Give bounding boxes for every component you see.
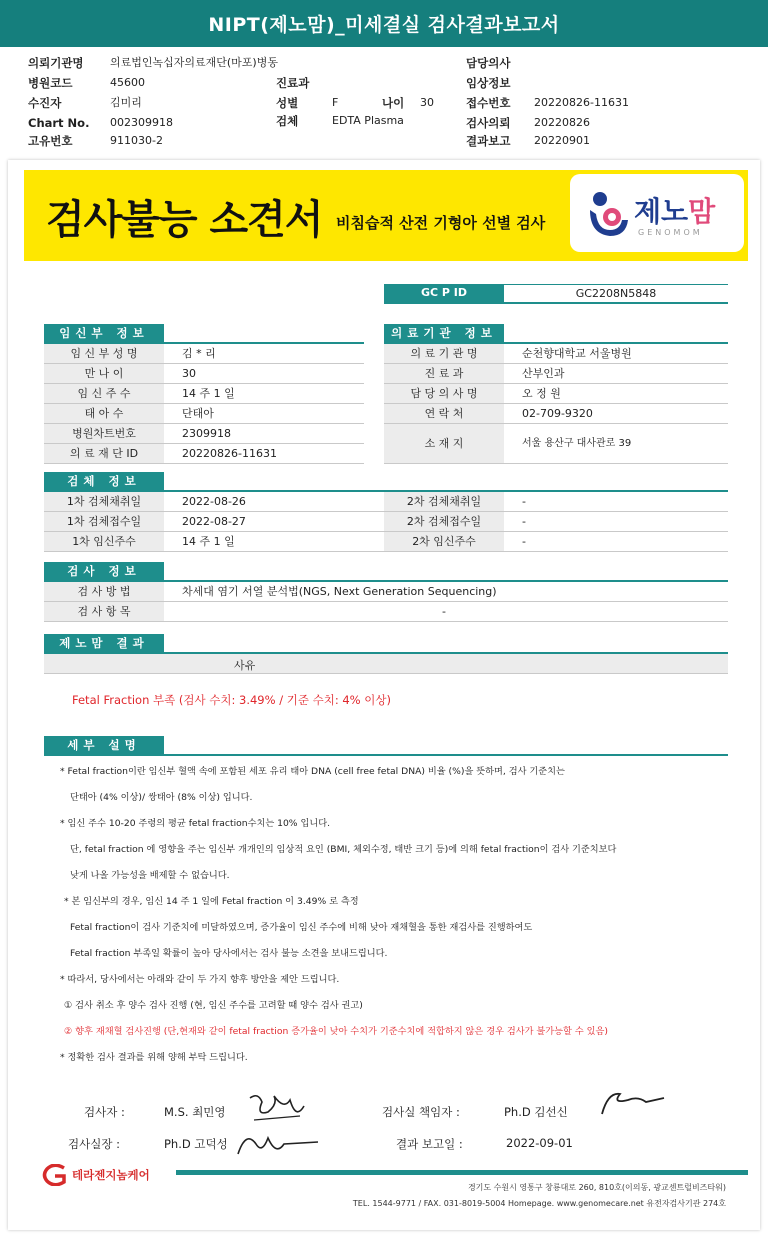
request-label: 검사의뢰 <box>466 116 511 130</box>
detail-line: * Fetal fraction이란 임신부 혈액 속에 포함된 세포 유리 태아 DNA (cell free fetal DNA) 비율 (%)을 뜻하며, 검사 기준치는 <box>60 766 565 777</box>
doctor-label: 담당의사 <box>466 56 511 70</box>
receipt-value: 20220826-11631 <box>534 96 629 109</box>
logo-korean-name: 제노맘 <box>634 195 716 228</box>
table-row: 만 나 이 30 <box>44 364 364 384</box>
receipt-label: 접수번호 <box>466 96 511 110</box>
footer-company: 테라젠지놈케어 <box>72 1168 150 1182</box>
institution-table <box>384 344 728 464</box>
table-row: 소 재 지 서울 용산구 대사관로 39 <box>384 424 728 464</box>
gcp-id-label: GC P ID <box>384 284 504 302</box>
table-row: 검 사 항 목 - <box>44 602 728 622</box>
age-label: 나이 <box>382 96 405 110</box>
report-date-value: 2022-09-01 <box>506 1136 573 1150</box>
chief-label: 검사실 책임자 : <box>382 1105 460 1119</box>
detail-heading-line <box>44 754 728 756</box>
lab-head-signature-icon <box>234 1124 324 1162</box>
header-info <box>0 50 768 154</box>
report-date-label: 결과 보고일 : <box>396 1137 463 1151</box>
detail-line: 단, fetal fraction 에 영향을 주는 임신부 개개인의 임상적 요인 (BMI, 체외수정, 태반 크기 등)에 의해 fetal fraction이 검사 기준치보다 <box>70 844 617 855</box>
logo-english-name: GENOMOM <box>638 228 703 237</box>
table-row: 임 신 부 성 명 김 * 리 <box>44 344 364 364</box>
footer-address: 경기도 수원시 영통구 창룡대로 260, 810호(이의동, 광교센트럴비즈타워) <box>467 1183 726 1192</box>
table-row: 담 당 의 사 명 오 정 원 <box>384 384 728 404</box>
result-heading: 제노맘 결과 <box>44 634 164 652</box>
table-row: 1차 검체채취일 2022-08-26 2차 검체채취일 - <box>44 492 728 512</box>
fetal-fraction-result: Fetal Fraction 부족 (검사 수치: 3.49% / 기준 수치: 4% 이상) <box>72 693 391 707</box>
chief-signature-icon <box>598 1088 668 1118</box>
table-row: 의 료 기 관 명 순천향대학교 서울병원 <box>384 344 728 364</box>
patient-label: 수진자 <box>28 96 62 110</box>
banner-subtitle: 비침습적 산전 기형아 선별 검사 <box>336 214 546 232</box>
chart-value: 002309918 <box>110 116 173 129</box>
table-row: 의 료 재 단 ID 20220826-11631 <box>44 444 364 464</box>
table-row: 임 신 주 수 14 주 1 일 <box>44 384 364 404</box>
test-heading: 검사 정보 <box>44 562 164 580</box>
detail-line: * 본 임신부의 경우, 임신 14 주 1 일에 Fetal fraction 이 3.49% 로 측정 <box>64 896 359 907</box>
request-value: 20220826 <box>534 116 590 129</box>
unique-label: 고유번호 <box>28 134 73 148</box>
specimen-heading: 검체 정보 <box>44 472 164 490</box>
report-title: NIPT(제노맘)_미세결실 검사결과보고서 <box>208 14 560 36</box>
detail-line: ① 검사 취소 후 양수 검사 진행 (현, 임신 주수를 고려할 때 양수 검사 권고) <box>64 1000 363 1011</box>
report-page <box>8 160 760 1230</box>
report-title-bar <box>0 0 768 47</box>
theragen-logo <box>42 1164 192 1186</box>
institution-heading: 의료기관 정보 <box>384 324 504 342</box>
table-row: 검 사 방 법 차세대 염기 서열 분석법(NGS, Next Generation Sequencing) <box>44 582 728 602</box>
footer-contact: TEL. 1544-9771 / FAX. 031-8019-5004 Homepage. www.genomecare.net 유전자검사기관 274호 <box>352 1199 726 1208</box>
unique-value: 911030-2 <box>110 134 163 147</box>
chart-label: Chart No. <box>28 116 90 130</box>
result-reason-row <box>44 654 728 674</box>
banner <box>24 170 748 261</box>
detail-line: Fetal fraction 부족일 확률이 높아 당사에서는 검사 불능 소견을 보내드립니다. <box>70 948 388 959</box>
sex-value: F <box>332 96 339 109</box>
clinical-label: 임상정보 <box>466 76 511 90</box>
chief-value: Ph.D 김선신 <box>504 1105 568 1119</box>
dept-label: 진료과 <box>276 76 310 90</box>
lab-head-label: 검사실장 : <box>68 1137 120 1151</box>
institution-value: 의료법인녹십자의료재단(마포)병동 <box>110 56 278 69</box>
detail-line: 단태아 (4% 이상)/ 쌍태아 (8% 이상) 입니다. <box>70 792 253 803</box>
hospital-code-label: 병원코드 <box>28 76 73 90</box>
table-row: 진 료 과 산부인과 <box>384 364 728 384</box>
detail-heading: 세부 설명 <box>44 736 164 754</box>
hospital-code-value: 45600 <box>110 76 145 89</box>
detail-line: 낮게 나올 가능성을 배제할 수 없습니다. <box>70 870 230 881</box>
specimen-value: EDTA Plasma <box>332 114 404 127</box>
specimen-table <box>44 492 728 552</box>
pregnant-heading: 임신부 정보 <box>44 324 164 342</box>
tester-signature-icon <box>244 1090 314 1126</box>
test-table <box>44 582 728 622</box>
table-row: 연 락 처 02-709-9320 <box>384 404 728 424</box>
detail-line: * 임신 주수 10-20 주령의 평균 fetal fraction수치는 10% 입니다. <box>60 818 331 829</box>
specimen-label: 검체 <box>276 114 299 128</box>
banner-title: 검사불능 소견서 <box>46 197 323 243</box>
table-row: 태 아 수 단태아 <box>44 404 364 424</box>
result-value: 20220901 <box>534 134 590 147</box>
signature-area <box>8 1088 760 1168</box>
footer-divider <box>176 1170 748 1175</box>
age-value: 30 <box>420 96 434 109</box>
genomom-logo <box>570 174 744 252</box>
genomom-mother-icon <box>586 190 630 238</box>
table-row: 1차 임신주수 14 주 1 일 2차 임신주수 - <box>44 532 728 552</box>
tester-label: 검사자 : <box>84 1105 125 1119</box>
table-row: 병원차트번호 2309918 <box>44 424 364 444</box>
gcp-id-box <box>384 284 728 304</box>
reason-label: 사유 <box>234 659 256 672</box>
lab-head-value: Ph.D 고덕성 <box>164 1137 228 1151</box>
patient-value: 김미리 <box>110 96 142 109</box>
sex-label: 성별 <box>276 96 299 110</box>
result-label: 결과보고 <box>466 134 511 148</box>
table-row: 1차 검체접수일 2022-08-27 2차 검체접수일 - <box>44 512 728 532</box>
detail-line-alert: ② 향후 재채혈 검사진행 (단,현재와 같이 fetal fraction 증가율이 낮아 수치가 기준수치에 적합하지 않은 경우 검사가 불가능할 수 있음) <box>64 1026 608 1037</box>
theragen-logo-icon <box>42 1164 68 1186</box>
gcp-id-value: GC2208N5848 <box>504 284 728 302</box>
tester-value: M.S. 최민영 <box>164 1105 226 1119</box>
detail-line: Fetal fraction이 검사 기준치에 미달하였으며, 증가율이 임신 주수에 비해 낮아 재채혈을 통한 재검사를 진행하여도 <box>70 922 533 933</box>
detail-line: * 정확한 검사 결과를 위해 양해 부탁 드립니다. <box>60 1052 248 1063</box>
institution-label: 의뢰기관명 <box>28 56 84 70</box>
detail-line: * 따라서, 당사에서는 아래와 같이 두 가지 향후 방안을 제안 드립니다. <box>60 974 340 985</box>
pregnant-table <box>44 344 364 464</box>
